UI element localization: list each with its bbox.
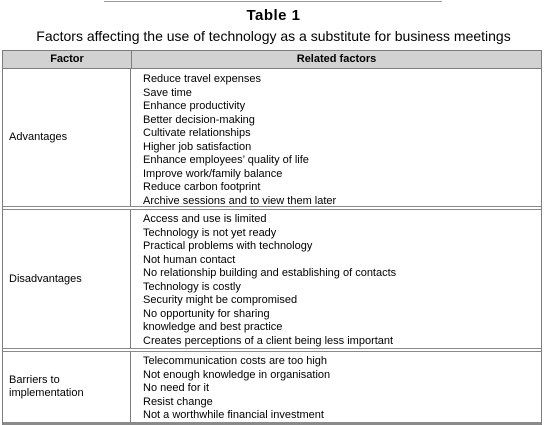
related-factor-item: Access and use is limited: [143, 213, 267, 225]
table-title: Table 1: [246, 7, 301, 24]
related-factor-item: Higher job satisfaction: [143, 140, 252, 153]
related-factors-cell: [131, 69, 541, 206]
related-factor-item: Telecommunication costs are too high: [143, 355, 328, 367]
related-factor-item: Not human contact: [143, 253, 236, 266]
related-factor-item: No opportunity for sharing: [143, 307, 270, 320]
top-rule: [104, 1, 442, 2]
related-factor-item: Technology is not yet ready: [143, 226, 277, 239]
related-factor-item: No relationship building and establishing of contacts: [143, 267, 397, 279]
table-row-disadvantages: [3, 210, 541, 352]
related-factor-item: Creates perceptions of a client being less important: [143, 334, 394, 347]
related-factor-item: No need for it: [143, 382, 210, 394]
table-header-row: [3, 51, 541, 69]
factor-cell: Barriers to implementation: [3, 352, 131, 422]
related-factor-item: Reduce travel expenses: [143, 73, 262, 85]
factor-cell: Disadvantages: [3, 210, 131, 348]
related-factor-item: knowledge and best practice: [143, 321, 283, 333]
related-factor-item: Enhance employees’ quality of life: [143, 154, 309, 166]
related-factor-item: Technology is costly: [143, 280, 241, 293]
related-factor-item: Save time: [143, 86, 192, 99]
related-factor-item: Improve work/family balance: [143, 167, 283, 180]
table-row-barriers: [3, 352, 541, 425]
related-factor-item: Not enough knowledge in organisation: [143, 368, 331, 381]
related-factors-cell: [131, 352, 541, 422]
header-factor: Factor: [3, 51, 132, 68]
factors-table: [2, 50, 542, 425]
factor-cell: Advantages: [3, 69, 131, 206]
related-factor-item: Better decision-making: [143, 113, 255, 126]
related-factor-item: Archive sessions and to view them later: [143, 194, 337, 207]
table-caption: Factors affecting the use of technology as a substitute for business meetings: [36, 28, 511, 44]
related-factor-item: Security might be compromised: [143, 294, 298, 306]
related-factor-item: Resist change: [143, 395, 213, 408]
related-factor-item: Cultivate relationships: [143, 127, 251, 139]
related-factor-item: Practical problems with technology: [143, 240, 313, 252]
table-row-advantages: [3, 69, 541, 210]
related-factor-item: Reduce carbon footprint: [143, 181, 261, 193]
related-factor-item: Not a worthwhile financial investment: [143, 409, 324, 421]
header-related-factors: Related factors: [296, 53, 377, 65]
related-factors-cell: [131, 210, 541, 348]
related-factor-item: Enhance productivity: [143, 100, 246, 112]
